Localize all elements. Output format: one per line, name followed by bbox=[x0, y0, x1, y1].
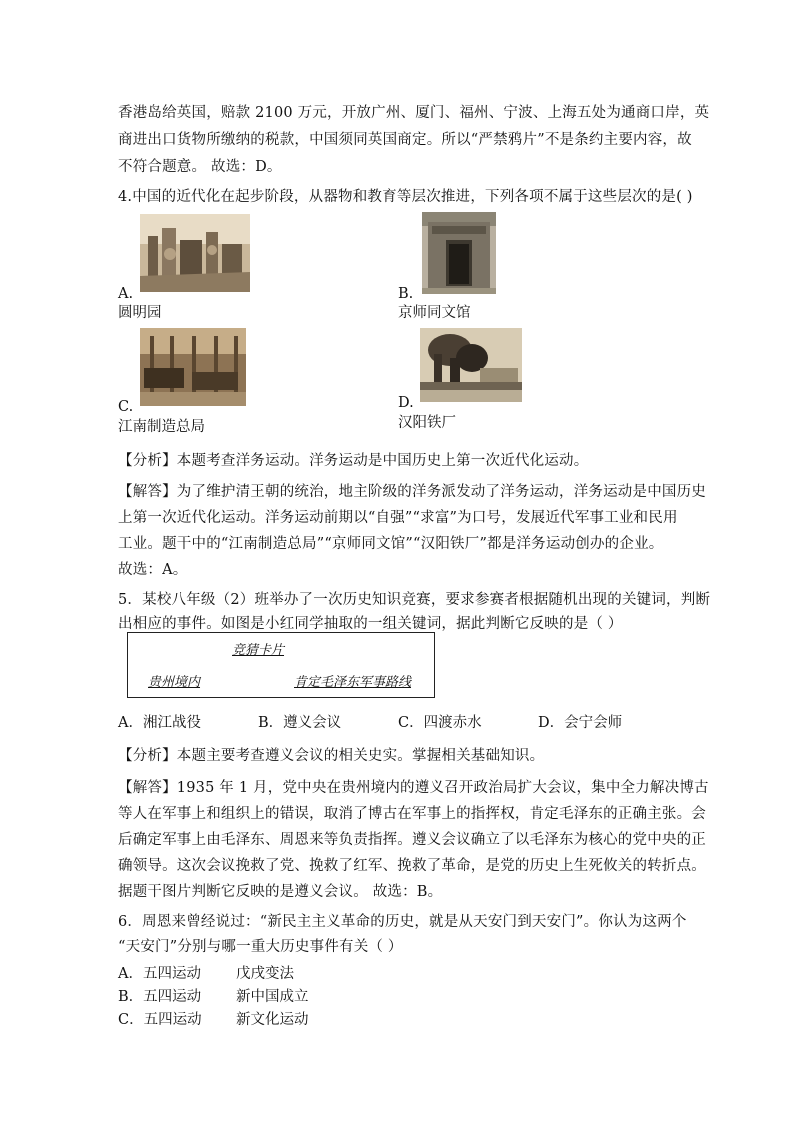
q5-option-d: D．会宁会师 bbox=[538, 715, 623, 731]
q4-answer-line-3: 工业。题干中的“江南制造总局”“京师同文馆”“汉阳铁厂”都是洋务运动创办的企业。 bbox=[118, 536, 664, 552]
option-b-label: 京师同文馆 bbox=[398, 305, 471, 321]
q5-option-a: A．湘江战役 bbox=[118, 715, 201, 731]
q5-answer-line-2: 等人在军事上和组织上的错误，取消了博古在军事上的指挥权，肯定毛泽东的正确主张。会 bbox=[118, 806, 706, 822]
option-c-label: 江南制造总局 bbox=[118, 419, 205, 435]
q5-answer-line-4: 确领导。这次会议挽救了党、挽救了红军、挽救了革命，是党的历史上生死攸关的转折点。 bbox=[118, 858, 706, 874]
option-d-letter: D. bbox=[398, 395, 414, 411]
q6-option-a-left: A．五四运动 bbox=[118, 966, 201, 982]
q5-answer-line-5: 据题干图片判断它反映的是遵义会议。 故选：B。 bbox=[118, 884, 443, 900]
intro-line-3: 不符合题意。 故选：D。 bbox=[118, 159, 282, 175]
q5-answer-line-3: 后确定军事上由毛泽东、周恩来等负责指挥。遵义会议确立了以毛泽东为核心的党中央的正 bbox=[118, 832, 706, 848]
q4-answer-line-4: 故选：A。 bbox=[118, 562, 188, 578]
q5-analysis: 【分析】本题主要考查遵义会议的相关史实。掌握相关基础知识。 bbox=[118, 748, 545, 764]
option-d-label: 汉阳铁厂 bbox=[398, 415, 456, 431]
option-b-letter: B. bbox=[398, 286, 414, 302]
yuanmingyuan-photo bbox=[140, 214, 250, 292]
card-title: 竞猜卡片 bbox=[232, 643, 285, 658]
q4-answer-line-1: 【解答】为了维护清王朝的统治，地主阶级的洋务派发动了洋务运动，洋务运动是中国历史 bbox=[118, 484, 706, 500]
option-a-label: 圆明园 bbox=[118, 305, 162, 321]
intro-line-1: 香港岛给英国，赔款 2100 万元，开放广州、厦门、福州、宁波、上海五处为通商口岸，英 bbox=[118, 105, 710, 121]
hanyang-ironworks-photo bbox=[420, 328, 522, 402]
q6-stem-line-1: 6．周恩来曾经说过：“新民主主义革命的历史，就是从天安门到天安门”。你认为这两个 bbox=[118, 914, 687, 930]
q6-option-c-right: 新文化运动 bbox=[236, 1012, 309, 1028]
q6-option-c-left: C．五四运动 bbox=[118, 1012, 202, 1028]
q4-analysis: 【分析】本题考查洋务运动。洋务运动是中国历史上第一次近代化运动。 bbox=[118, 453, 589, 469]
option-c-letter: C. bbox=[118, 399, 134, 415]
q6-option-b-right: 新中国成立 bbox=[236, 989, 309, 1005]
keyword-card bbox=[127, 632, 435, 698]
q5-option-c: C．四渡赤水 bbox=[398, 715, 482, 731]
q6-option-a-right: 戊戌变法 bbox=[236, 966, 294, 982]
q4-answer-line-2: 上第一次近代化运动。洋务运动前期以“自强”“求富”为口号，发展近代军事工业和民用 bbox=[118, 510, 678, 526]
tongwenguan-photo bbox=[422, 212, 496, 294]
intro-line-2: 商进出口货物所缴纳的税款，中国须同英国商定。所以“严禁鸦片”不是条约主要内容，故 bbox=[118, 132, 692, 148]
q6-stem-line-2: “天安门”分别与哪一重大历史事件有关（ ） bbox=[118, 939, 403, 955]
card-keyword-right: 肯定毛泽东军事路线 bbox=[294, 675, 412, 690]
q5-stem-line-1: 5．某校八年级（2）班举办了一次历史知识竞赛，要求参赛者根据随机出现的关键词，判断 bbox=[118, 592, 711, 608]
q5-stem-line-2: 出相应的事件。如图是小红同学抽取的一组关键词，据此判断它反映的是（ ） bbox=[118, 616, 623, 632]
q6-option-b-left: B．五四运动 bbox=[118, 989, 202, 1005]
jiangnan-arsenal-photo bbox=[140, 328, 246, 406]
option-a-letter: A. bbox=[118, 286, 134, 302]
q5-answer-line-1: 【解答】1935 年 1 月，党中央在贵州境内的遵义召开政治局扩大会议，集中全力解决博古 bbox=[118, 780, 709, 796]
card-keyword-left: 贵州境内 bbox=[148, 675, 201, 690]
q4-stem: 4.中国的近代化在起步阶段，从器物和教育等层次推进，下列各项不属于这些层次的是( ) bbox=[118, 189, 693, 205]
q5-option-b: B．遵义会议 bbox=[258, 715, 342, 731]
